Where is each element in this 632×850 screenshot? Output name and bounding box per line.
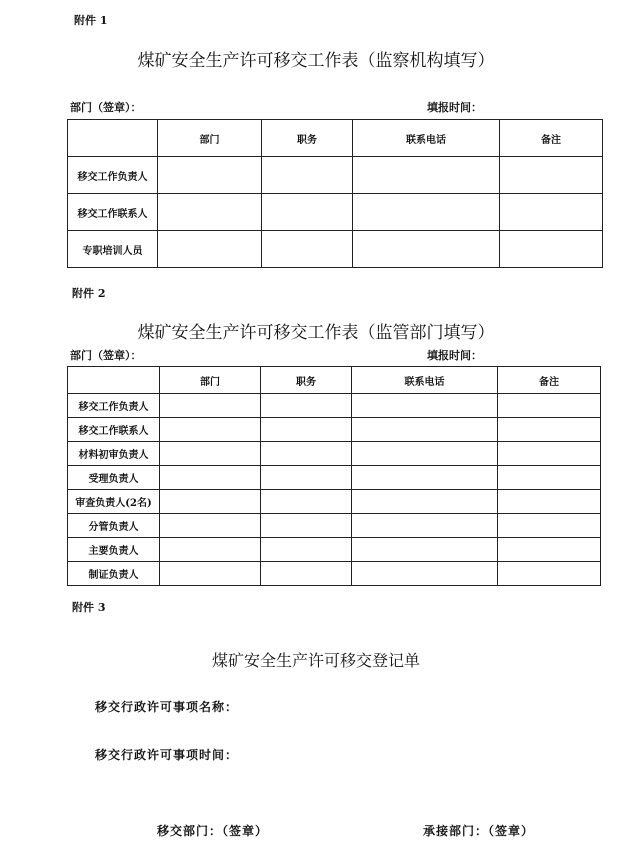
- table-row: [68, 157, 603, 194]
- attachment2-table: [67, 366, 601, 586]
- attachment2-dept-sign: 部门（签章）：: [70, 349, 142, 362]
- table-header-cell: [68, 120, 158, 157]
- attachment3-title: 煤矿安全生产许可移交登记单: [211, 651, 420, 670]
- table-cell[interactable]: [500, 231, 603, 268]
- table-row: [68, 538, 601, 562]
- table-cell[interactable]: [352, 442, 498, 466]
- attachment1-title: 煤矿安全生产许可移交工作表（监察机构填写）: [137, 51, 495, 71]
- table-cell[interactable]: [158, 157, 262, 194]
- table-cell[interactable]: [262, 194, 353, 231]
- table-cell[interactable]: [498, 562, 601, 586]
- table-cell[interactable]: [352, 538, 498, 562]
- receive-dept-sign: 承接部门：（签章）: [423, 824, 535, 838]
- table-cell[interactable]: [352, 418, 498, 442]
- transfer-dept-sign: 移交部门：（签章）: [157, 824, 269, 838]
- table-cell[interactable]: [498, 394, 601, 418]
- table-row: [68, 394, 601, 418]
- transfer-item-name-field: 移交行政许可事项名称：: [95, 700, 239, 714]
- table-row: [68, 418, 601, 442]
- table-header-cell: 备注: [500, 120, 603, 157]
- table-cell[interactable]: [498, 538, 601, 562]
- attachment3-label: 附件 3: [72, 601, 106, 614]
- row-label: 分管负责人: [68, 514, 160, 538]
- table-header-cell: 职务: [262, 120, 353, 157]
- row-label: 移交工作联系人: [68, 194, 158, 231]
- table-cell[interactable]: [352, 562, 498, 586]
- table-header-cell: 联系电话: [352, 367, 498, 394]
- row-label: 移交工作负责人: [68, 394, 160, 418]
- table-cell[interactable]: [160, 562, 261, 586]
- table-cell[interactable]: [352, 490, 498, 514]
- row-label: 受理负责人: [68, 466, 160, 490]
- table-header-cell: 职务: [261, 367, 352, 394]
- table-cell[interactable]: [158, 194, 262, 231]
- table-cell[interactable]: [352, 394, 498, 418]
- table-header-cell: 部门: [158, 120, 262, 157]
- attachment2-label: 附件 2: [72, 287, 106, 300]
- table-row: [68, 514, 601, 538]
- table-row: [68, 442, 601, 466]
- row-label: 制证负责人: [68, 562, 160, 586]
- table-header-cell: [68, 367, 160, 394]
- table-cell[interactable]: [352, 466, 498, 490]
- table-cell[interactable]: [160, 394, 261, 418]
- table-cell[interactable]: [498, 418, 601, 442]
- table-row: [68, 231, 603, 268]
- table-cell[interactable]: [160, 490, 261, 514]
- table-cell[interactable]: [498, 514, 601, 538]
- table-cell[interactable]: [160, 442, 261, 466]
- table-cell[interactable]: [498, 442, 601, 466]
- table-cell[interactable]: [160, 418, 261, 442]
- table-cell[interactable]: [353, 194, 500, 231]
- table-cell[interactable]: [160, 514, 261, 538]
- transfer-item-time-field: 移交行政许可事项时间：: [95, 748, 239, 762]
- table-header-row: [68, 120, 603, 157]
- table-cell[interactable]: [261, 490, 352, 514]
- table-cell[interactable]: [500, 157, 603, 194]
- table-cell[interactable]: [261, 466, 352, 490]
- attachment1-label: 附件 1: [74, 14, 108, 27]
- table-cell[interactable]: [261, 442, 352, 466]
- table-cell[interactable]: [500, 194, 603, 231]
- table-cell[interactable]: [261, 514, 352, 538]
- table-row: [68, 562, 601, 586]
- row-label: 移交工作联系人: [68, 418, 160, 442]
- table-header-cell: 部门: [160, 367, 261, 394]
- table-cell[interactable]: [498, 466, 601, 490]
- table-row: [68, 466, 601, 490]
- attachment2-title: 煤矿安全生产许可移交工作表（监管部门填写）: [137, 323, 495, 343]
- table-cell[interactable]: [160, 466, 261, 490]
- table-cell[interactable]: [352, 514, 498, 538]
- table-row: [68, 194, 603, 231]
- table-header-cell: 联系电话: [353, 120, 500, 157]
- table-cell[interactable]: [262, 231, 353, 268]
- table-cell[interactable]: [261, 418, 352, 442]
- row-label: 材料初审负责人: [68, 442, 160, 466]
- attachment1-dept-sign: 部门（签章）：: [70, 101, 142, 114]
- table-cell[interactable]: [158, 231, 262, 268]
- row-label: 主要负责人: [68, 538, 160, 562]
- table-cell[interactable]: [353, 231, 500, 268]
- table-cell[interactable]: [261, 394, 352, 418]
- attachment1-fill-time: 填报时间：: [427, 101, 482, 114]
- attachment1-table: [67, 119, 603, 268]
- row-label: 移交工作负责人: [68, 157, 158, 194]
- row-label: 审查负责人(2名): [68, 490, 160, 514]
- table-cell[interactable]: [160, 538, 261, 562]
- table-cell[interactable]: [262, 157, 353, 194]
- table-row: [68, 490, 601, 514]
- row-label: 专职培训人员: [68, 231, 158, 268]
- table-cell[interactable]: [498, 490, 601, 514]
- table-header-cell: 备注: [498, 367, 601, 394]
- table-cell[interactable]: [261, 562, 352, 586]
- attachment2-fill-time: 填报时间：: [427, 349, 482, 362]
- table-cell[interactable]: [261, 538, 352, 562]
- table-cell[interactable]: [353, 157, 500, 194]
- table-header-row: [68, 367, 601, 394]
